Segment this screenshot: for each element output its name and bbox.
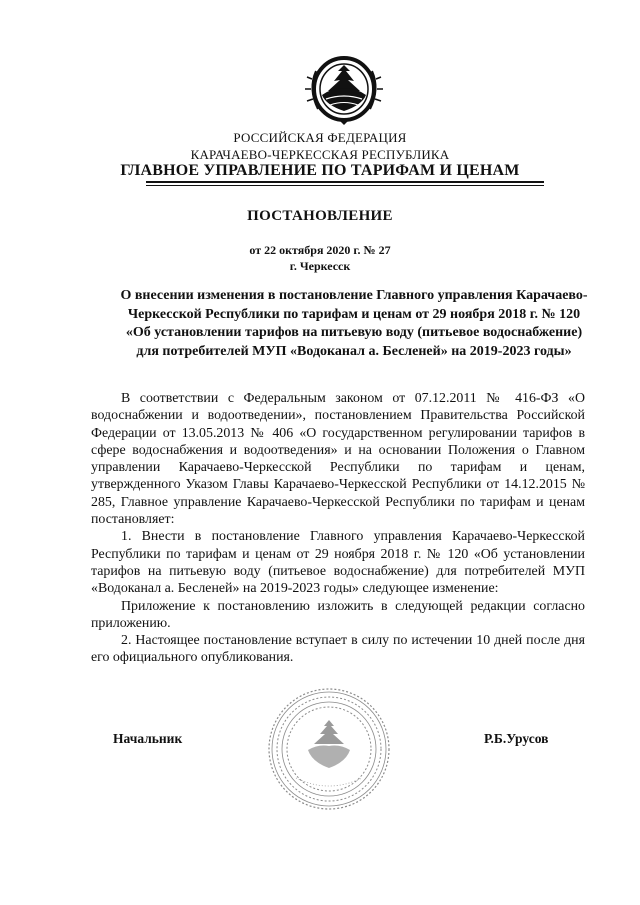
document-place: г. Черкесск	[289, 259, 351, 273]
signature-name: Р.Б.Урусов	[484, 731, 549, 746]
official-seal-icon	[266, 686, 392, 812]
body-item-1-detail: Приложение к постановлению изложить в следующей редакции согласно приложению.	[91, 598, 585, 631]
header-divider-thick	[146, 181, 544, 183]
header-republic: КАРАЧАЕВО-ЧЕРКЕССКАЯ РЕСПУБЛИКА	[190, 147, 450, 162]
document-date-number: от 22 октября 2020 г. № 27	[249, 243, 391, 257]
body-preamble: В соответствии с Федеральным законом от 07.12.2011 № 416-ФЗ «О водоснабжении и водоотведении», постановлением Правительства Российской Федерации от 13.05.2013 № 406 «О государственном регулировании тарифов в сфере водоснабжения и водоотведения» и на основании Положения о Главном управлении Карачаево-Черкесской Республики по тарифам и ценам, утвержденного Указом Главы Карачаево-Черкесской Республики от 14.12.2015 № 285, Главное управление Карачаево-Черкесской Республики по тарифам и ценам постановляет:	[91, 391, 585, 528]
signature-title: Начальник	[113, 731, 183, 746]
body-item-2: 2. Настоящее постановление вступает в силу по истечении 10 дней после дня его официального опубликования.	[91, 633, 585, 666]
document-body	[91, 390, 585, 667]
header-agency: ГЛАВНОЕ УПРАВЛЕНИЕ ПО ТАРИФАМ И ЦЕНАМ	[120, 162, 520, 179]
coat-of-arms-icon	[302, 49, 386, 127]
document-subject: О внесении изменения в постановление Главного управления Карачаево-Черкесской Республики по тарифам и ценам от 29 ноября 2018 г. № 120 «Об установлении тарифов на питьевую воду (питьевое водоснабжение) для потребителей МУП «Водоканал а. Бесленей» на 2019-2023 годы»	[120, 288, 588, 359]
header-divider-thin	[146, 185, 544, 186]
header-country: РОССИЙСКАЯ ФЕДЕРАЦИЯ	[233, 130, 407, 145]
body-item-1: 1. Внести в постановление Главного управления Карачаево-Черкесской Республики по тарифам и ценам от 29 ноября 2018 г. № 120 «Об установлении тарифов на питьевую воду (питьевое водоснабжение) для потребителей МУП «Водоканал а. Бесленей» на 2019-2023 годы» следующее изменение:	[91, 529, 585, 597]
document-type: ПОСТАНОВЛЕНИЕ	[247, 208, 393, 224]
